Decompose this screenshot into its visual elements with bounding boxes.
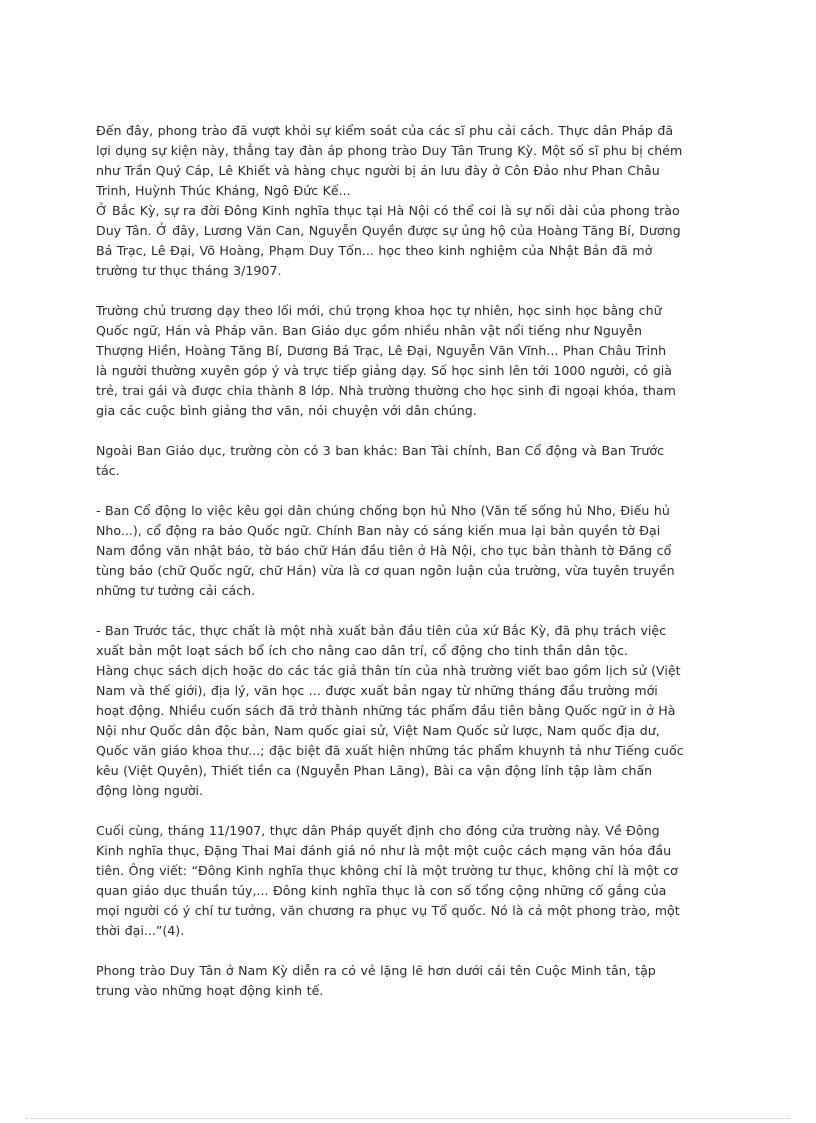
document-page [96, 121, 722, 1021]
paragraph-suppression: Đến đây, phong trào đã vượt khỏi sự kiểm soát của các sĩ phu cải cách. Thực dân Pháp đã lợi dụng sự kiện này, thẳng tay đàn áp phong trào Duy Tân Trung Kỳ. Một số sĩ phu bị chém như Trần Quý Cáp, Lê Khiết và hàng chục người bị án lưu đày ở Côn Đảo như Phan Châu Trinh, Huỳnh Thúc Kháng, Ngô Đức Kế... [96, 123, 683, 198]
paragraph-closure: Cuối cùng, tháng 11/1907, thực dân Pháp quyết định cho đóng cửa trường này. Về Đông Kinh nghĩa thục, Đặng Thai Mai đánh giá nó như là một một cuộc cách mạng văn hóa đầu tiên. Ông viết: “Đông Kinh nghĩa thục không chỉ là một trường tư thục, không chỉ là một cơ quan giáo dục thuần túy,... Đông kinh nghĩa thục là con số tổng cộng những cố gắng của mọi người có ý chí tư tưởng, văn chương ra phục vụ Tổ quốc. Nó là cả một phong trào, một thời đại...”(4). [96, 823, 680, 938]
paragraph-nam-ky: Phong trào Duy Tân ở Nam Kỳ diễn ra có vẻ lặng lẽ hơn dưới cái tên Cuộc Minh tân, tập trung vào những hoạt động kinh tế. [96, 963, 656, 998]
paragraph-bac-ky: Ở Bắc Kỳ, sự ra đời Đông Kinh nghĩa thục tại Hà Nội có thể coi là sự nối dài của phong trào Duy Tân. Ở đây, Lương Văn Can, Nguyễn Quyền được sự ủng hộ của Hoàng Tăng Bí, Dương Bá Trạc, Lê Đại, Võ Hoàng, Phạm Duy Tốn... học theo kinh nghiệm của Nhật Bản đã mở trường tư thục tháng 3/1907. [96, 203, 681, 278]
paragraph-school-program: Trường chủ trương dạy theo lối mới, chú trọng khoa học tự nhiên, học sinh học bằng chữ Quốc ngữ, Hán và Pháp văn. Ban Giáo dục gồm nhiều nhân vật nổi tiếng như Nguyễn Thượng Hiền, Hoàng Tăng Bí, Dương Bá Trạc, Lê Đại, Nguyễn Văn Vĩnh... Phan Châu Trinh là người thường xuyên góp ý và trực tiếp giảng dạy. Số học sinh lên tới 1000 người, có già trẻ, trai gái và được chia thành 8 lớp. Nhà trường thường cho học sinh đi ngoại khóa, tham gia các cuộc bình giảng thơ văn, nói chuyện với dân chúng. [96, 303, 676, 418]
paragraph-other-boards: Ngoài Ban Giáo dục, trường còn có 3 ban khác: Ban Tài chính, Ban Cổ động và Ban Trước tác. [96, 443, 664, 478]
paragraph-publications: Hàng chục sách dịch hoặc do các tác giả thân tín của nhà trường viết bao gồm lịch sử (Việt Nam và thế giới), địa lý, văn học ... được xuất bản ngay từ những tháng đầu trường mới hoạt động. Nhiều cuốn sách đã trở thành những tác phẩm đầu tiên bằng Quốc ngữ in ở Hà Nội như Quốc dân độc bản, Nam quốc giai sử, Việt Nam Quốc sử lược, Nam quốc địa dư, Quốc văn giáo khoa thư...; đặc biệt đã xuất hiện những tác phẩm khuynh tả như Tiếng cuốc kêu (Việt Quyên), Thiết tiền ca (Nguyễn Phan Lãng), Bài ca vận động lính tập làm chấn động lòng người. [96, 663, 684, 798]
paragraph-writing-board: - Ban Trước tác, thực chất là một nhà xuất bản đầu tiên của xứ Bắc Kỳ, đã phụ trách việc xuất bản một loạt sách bổ ích cho nâng cao dân trí, cổ động cho tinh thần dân tộc. [96, 623, 667, 658]
paragraph-propaganda-board: - Ban Cổ động lo việc kêu gọi dân chúng chống bọn hủ Nho (Văn tế sống hủ Nho, Điếu hủ Nho...), cổ động ra báo Quốc ngữ. Chính Ban này có sáng kiến mua lại bản quyền tờ Đại Nam đồng văn nhật báo, tờ báo chữ Hán đầu tiên ở Hà Nội, cho tục bản thành tờ Đăng cổ tùng báo (chữ Quốc ngữ, chữ Hán) vừa là cơ quan ngôn luận của trường, vừa tuyên truyền những tư tưởng cải cách. [96, 503, 675, 598]
page-bottom-divider [26, 1118, 790, 1119]
